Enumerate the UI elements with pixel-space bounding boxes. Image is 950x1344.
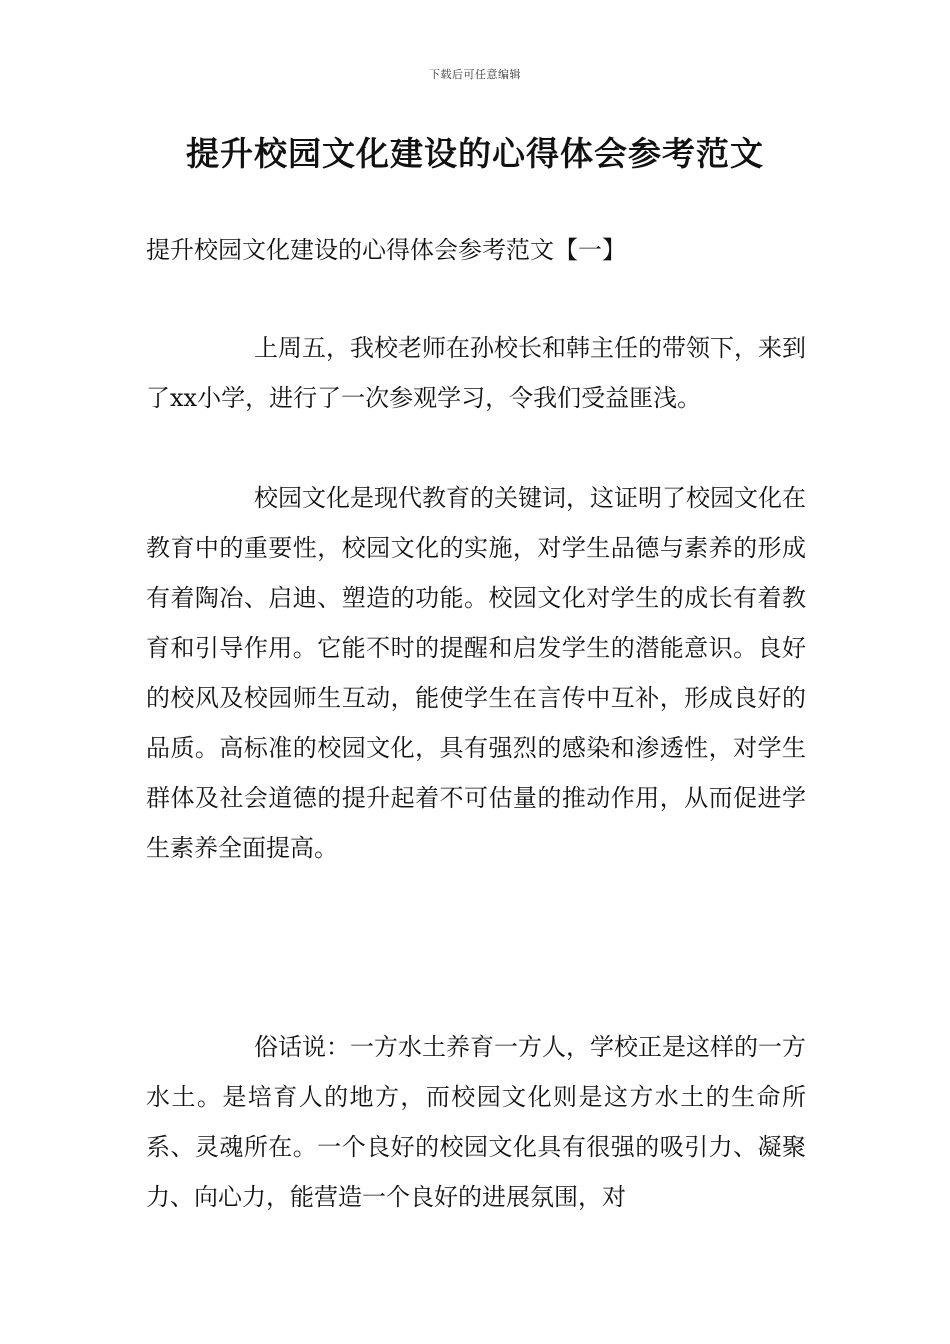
document-title: 提升校园文化建设的心得体会参考范文 — [186, 134, 764, 173]
paragraph-2: 校园文化是现代教育的关键词，这证明了校园文化在教育中的重要性，校园文化的实施，对学生品德与素养的形成有着陶冶、启迪、塑造的功能。校园文化对学生的成长有着教育和引导作用。它能不时的提醒和启发学生的潜能意识。良好的校风及校园师生互动，能使学生在言传中互补，形成良好的品质。高标准的校园文化，具有强烈的感染和渗透性，对学生群体及社会道德的提升起着不可估量的推动作用，从而促进学生素养全面提高。 — [146, 484, 806, 862]
section-heading: 提升校园文化建设的心得体会参考范文【一】 — [146, 236, 626, 264]
paragraph-1: 上周五，我校老师在孙校长和韩主任的带领下，来到了xx小学，进行了一次参观学习，令我们受益匪浅。 — [146, 334, 806, 412]
header-note: 下载后可任意编辑 — [429, 68, 521, 81]
paragraph-3: 俗话说：一方水土养育一方人，学校正是这样的一方水土。是培育人的地方，而校园文化则是这方水土的生命所系、灵魂所在。一个良好的校园文化具有很强的吸引力、凝聚力、向心力，能营造一个良好的进展氛围，对 — [146, 1033, 806, 1211]
